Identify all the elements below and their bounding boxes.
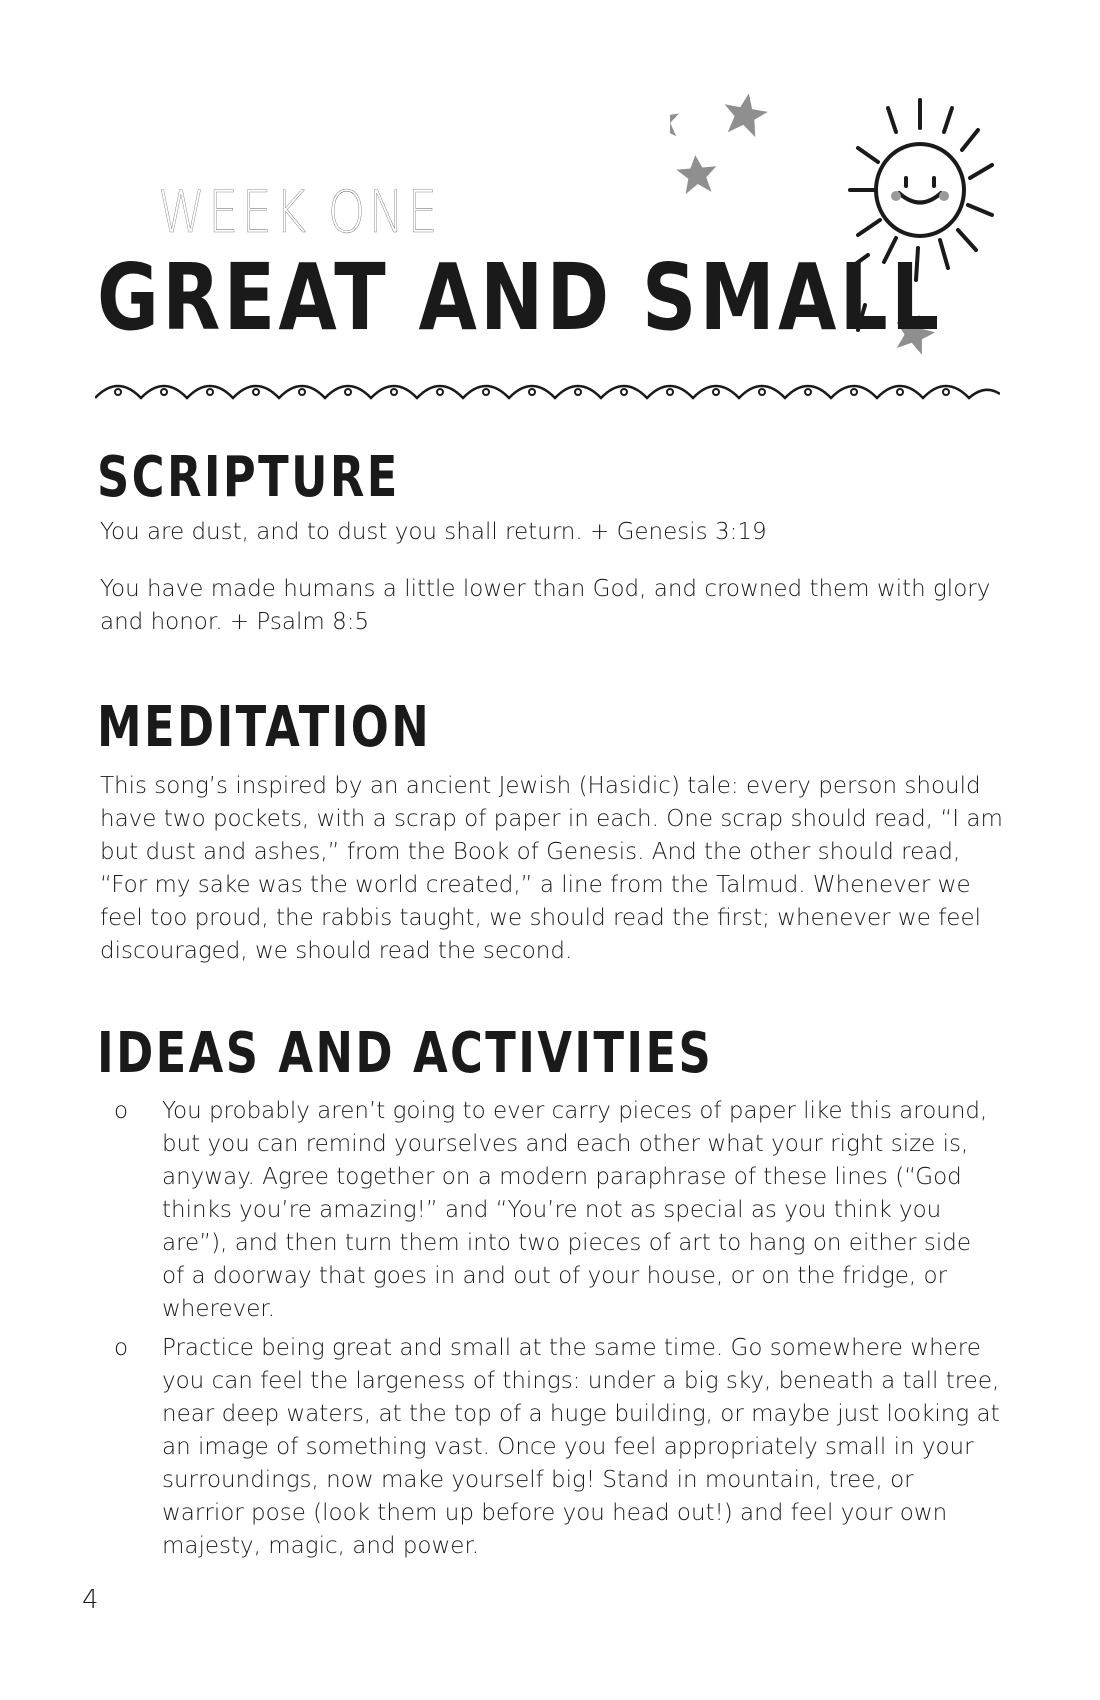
list-item (100, 1332, 1000, 1563)
activity-text: Practice being great and small at the same time. Go somewhere where you can feel the largeness of things: under a big sky, beneath a tall tree, near deep waters, at the top of a huge building, or maybe just looking at an image of something vast. Once you feel appropriately small in your surroundings, now make yourself big! Stand in mountain, tree, or warrior pose (look them up before you head out!) and feel your own majesty, magic, and power. (162, 1335, 1000, 1559)
meditation-heading: MEDITATION (97, 695, 432, 760)
scripture-verse-2: You have made humans a little lower than God, and crowned them with glory and honor. + Psalm 8:5 (100, 576, 991, 635)
week-label: WEEK ONE (158, 178, 441, 246)
list-item (100, 1095, 1000, 1326)
star-icon (670, 102, 682, 141)
sun-cheek (891, 191, 901, 201)
scripture-verse-1: You are dust, and to dust you shall return. + Genesis 3:19 (100, 519, 767, 545)
star-icon (675, 153, 718, 194)
list-bullet: o (114, 1098, 129, 1124)
page-number: 4 (82, 1585, 99, 1615)
star-icon (720, 90, 771, 139)
page-title: GREAT AND SMALL (97, 244, 943, 351)
activities-list (100, 1095, 1000, 1569)
scalloped-divider (95, 372, 1000, 412)
activity-text: You probably aren’t going to ever carry pieces of paper like this around, but you can remind yourselves and each other what your right size is, anyway. Agree together on a modern paraphrase of these lines (“God thinks you’re amazing!” and “You’re not as special as you think you are”), and then turn them into two pieces of art to hang on either side of a doorway that goes in and out of your house, or on the fridge, or wherever. (162, 1098, 988, 1322)
list-bullet: o (114, 1335, 129, 1361)
sun-cheek (939, 191, 949, 201)
meditation-text: This song’s inspired by an ancient Jewish (Hasidic) tale: every person should have two pockets, with a scrap of paper in each. One scrap should read, “I am but dust and ashes,” from the Book of Genesis. And the other should read, “For my sake was the world created,” a line from the Talmud. Whenever we feel too proud, the rabbis taught, we should read the first; whenever we feel discouraged, we should read the second. (100, 773, 1003, 964)
scripture-heading: SCRIPTURE (97, 445, 400, 510)
activities-heading: IDEAS AND ACTIVITIES (97, 1021, 714, 1086)
